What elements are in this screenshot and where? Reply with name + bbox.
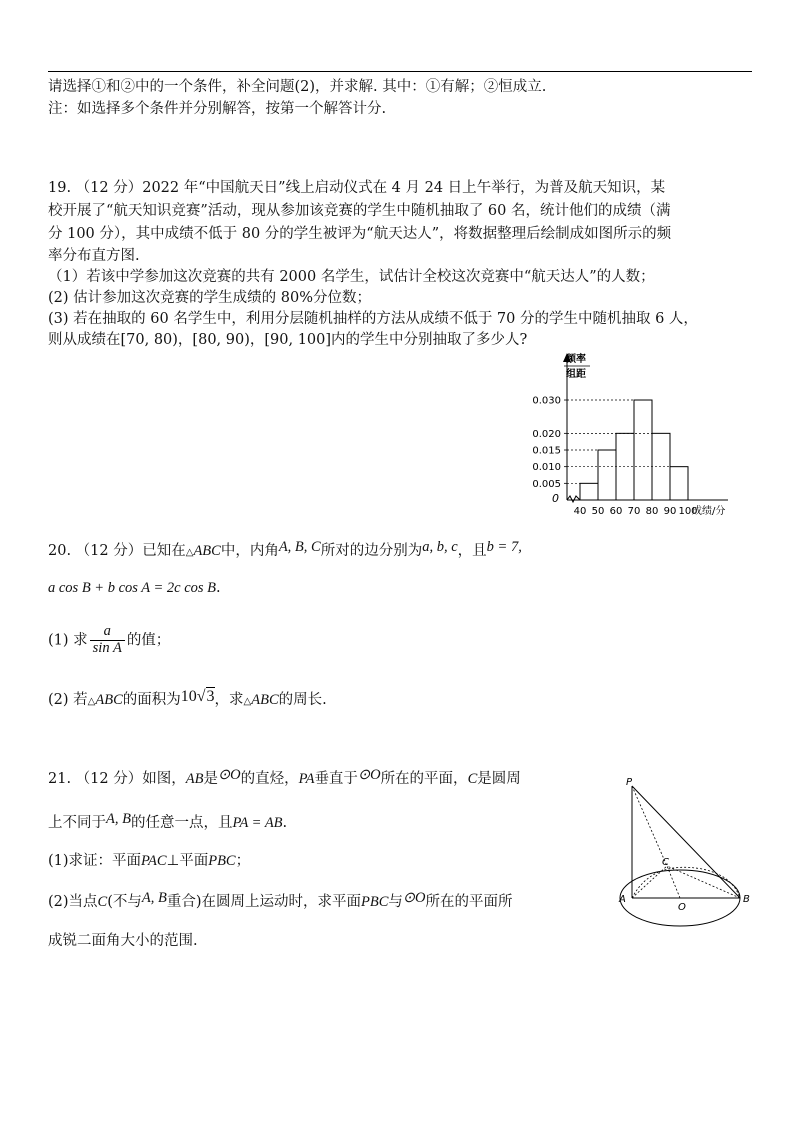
- y-axis-label-bottom: 组距: [566, 369, 586, 380]
- triangle-symbol: △: [87, 696, 96, 707]
- top-instruction-line-2: 注：如选择多个条件并分别解答，按第一个解答计分.: [48, 101, 387, 117]
- q21-text: 重合)在圆周上运动时，求平面: [166, 894, 362, 910]
- x-tick-label: 60: [609, 506, 623, 517]
- x-tick-label: 90: [663, 506, 677, 517]
- q21-text: 的任意一点，且: [130, 815, 233, 831]
- q20-equation: a cos B + b cos A = 2c cos B: [48, 580, 217, 596]
- x-tick-label: 100: [678, 506, 698, 517]
- triangle-abc: ABC: [95, 692, 123, 708]
- point-a-label: A: [619, 894, 626, 905]
- q20-part-1: [48, 624, 170, 657]
- y-tick-label: 0.015: [532, 445, 561, 457]
- q20-part-2: [48, 690, 327, 712]
- q20-part-2-suffix: 的周长.: [278, 692, 327, 708]
- q19-line: （1）若该中学参加这次竞赛的共有 2000 名学生，试估计全校这次竞赛中“航天达人”的人数；: [48, 269, 655, 285]
- segment-oc-line: [667, 866, 680, 898]
- q21-part-2: [48, 892, 513, 912]
- fraction-numerator: a: [90, 624, 125, 641]
- q20-text: 的面积为: [122, 692, 181, 708]
- q21-text: 平面: [179, 853, 209, 869]
- histogram-bar: [598, 450, 616, 500]
- point-c: C: [467, 771, 478, 787]
- top-divider: [48, 71, 752, 72]
- triangle-abc: ABC: [251, 692, 279, 708]
- q19-line: 分 100 分），其中成绩不低于 80 分的学生被评为“航天达人”，将数据整理后绘制成如图所示的频: [48, 226, 672, 242]
- cone-geometry-figure: [612, 775, 762, 935]
- x-tick-label: 50: [591, 506, 605, 517]
- y-axis-label-top: 频率: [566, 354, 586, 365]
- q20-line-2: [48, 578, 221, 598]
- top-instruction-line-1: 请选择①和②中的一个条件，补全问题(2)，并求解. 其中：①有解；②恒成立.: [48, 79, 547, 95]
- triangle-symbol: △: [243, 696, 252, 707]
- point-p-label: P: [626, 777, 633, 788]
- x-axis-label: 成绩/分: [692, 506, 726, 517]
- q20-part-1-suffix: 的值；: [126, 632, 171, 649]
- q19-line: 则从成绩在[70, 80)，[80, 90)，[90, 100]内的学生中分别抽取了多少人?: [48, 332, 528, 348]
- q20-part-2-prefix: (2) 若: [48, 692, 88, 708]
- axis-break: [567, 496, 580, 502]
- points-a-b: A, B: [106, 811, 131, 827]
- area-coefficient: 10: [180, 688, 197, 705]
- segment-pa: PA: [298, 771, 315, 787]
- segment-pb-line: [632, 786, 740, 898]
- point-c-label: C: [662, 857, 669, 868]
- triangle-abc: ABC: [193, 543, 221, 559]
- perpendicular-symbol: ⊥: [166, 853, 180, 869]
- q21-text: .: [282, 815, 288, 831]
- segment-pc-line: [632, 786, 667, 866]
- q21-line-5: 成锐二面角大小的范围.: [48, 933, 198, 949]
- q20-text: 中，内角: [220, 543, 279, 559]
- q19-line: (3) 若在抽取的 60 名学生中，利用分层随机抽样的方法从成绩不低于 70 分的学生中随机抽取 6 人，: [48, 311, 698, 327]
- angles-abc: A, B, C: [278, 539, 321, 555]
- q21-text: 与: [388, 894, 403, 910]
- plane-pac: PAC: [141, 853, 167, 869]
- q20-text: ，且: [457, 543, 487, 559]
- q19-line: 19. （12 分）2022 年“中国航天日”线上启动仪式在 4 月 24 日上午举行，为普及航天知识，某: [48, 180, 666, 196]
- y-tick-label: 0.030: [532, 395, 561, 407]
- q19-line: 校开展了“航天知识竞赛”活动，现从参加该竞赛的学生中随机抽取了 60 名，统计他们的成绩（满: [48, 203, 671, 219]
- fraction-denominator: sin A: [92, 639, 122, 656]
- points-a-b: A, B: [141, 890, 167, 906]
- origin-label: 0: [552, 492, 559, 505]
- point-c: C: [97, 894, 108, 910]
- q21-text: 所在的平面，: [380, 771, 468, 787]
- y-tick-label: 0.020: [532, 428, 561, 440]
- q20-part-1-prefix: (1) 求: [48, 632, 88, 649]
- q21-part-1: [48, 851, 250, 871]
- q19-line: (2) 估计参加这次竞赛的学生成绩的 80%分位数；: [48, 290, 371, 306]
- q19-line: 率分布直方图.: [48, 248, 140, 264]
- b-equals-7: b = 7,: [486, 539, 522, 555]
- q21-text: 上不同于: [48, 815, 106, 831]
- q21-text: (1)求证：平面: [48, 853, 142, 869]
- histogram-bar: [580, 483, 598, 500]
- q21-text: ；: [235, 853, 251, 869]
- segment-ab: AB: [185, 771, 204, 787]
- q21-line-1: [48, 769, 521, 789]
- q21-text: 21. （12 分）如图，: [48, 771, 186, 787]
- q21-line-2: [48, 813, 287, 833]
- histogram-bar: [634, 400, 652, 500]
- point-o-label: O: [678, 902, 686, 913]
- upper-arc: [632, 867, 740, 898]
- fraction-a-over-sinA: [90, 624, 125, 657]
- area-value: 10√3: [180, 688, 215, 705]
- q21-text: 是圆周: [477, 771, 521, 787]
- q21-text: (2)当点: [48, 894, 98, 910]
- q21-text: 是: [203, 771, 218, 787]
- q20-line-1: [48, 541, 522, 563]
- y-tick-label: 0.005: [532, 478, 561, 490]
- triangle-symbol: △: [185, 547, 194, 558]
- circle-o: ⊙O: [217, 767, 241, 783]
- pa-equals-ab: PA = AB: [232, 815, 283, 831]
- circle-o: ⊙O: [357, 767, 381, 783]
- circle-o: ⊙O: [402, 890, 426, 906]
- histogram-bar: [670, 467, 688, 500]
- q21-text: (不与: [107, 894, 142, 910]
- q21-text: 所在的平面所: [425, 894, 513, 910]
- point-b-label: B: [743, 894, 750, 905]
- x-tick-label: 40: [573, 506, 587, 517]
- x-tick-label: 80: [645, 506, 659, 517]
- q20-text: 所对的边分别为: [320, 543, 423, 559]
- y-tick-label: 0.010: [532, 462, 561, 474]
- area-radicand: 3: [206, 688, 215, 705]
- q20-text: ，求: [214, 692, 244, 708]
- plane-pbc: PBC: [361, 894, 389, 910]
- frequency-histogram: [520, 350, 770, 520]
- q20-period: .: [216, 580, 221, 596]
- sides-abc: a, b, c: [422, 539, 458, 555]
- q20-intro: 20. （12 分）已知在: [48, 543, 186, 559]
- q21-text: 的直烃，: [240, 771, 299, 787]
- plane-pbc: PBC: [208, 853, 236, 869]
- q21-text: 垂直于: [314, 771, 358, 787]
- x-tick-label: 70: [627, 506, 641, 517]
